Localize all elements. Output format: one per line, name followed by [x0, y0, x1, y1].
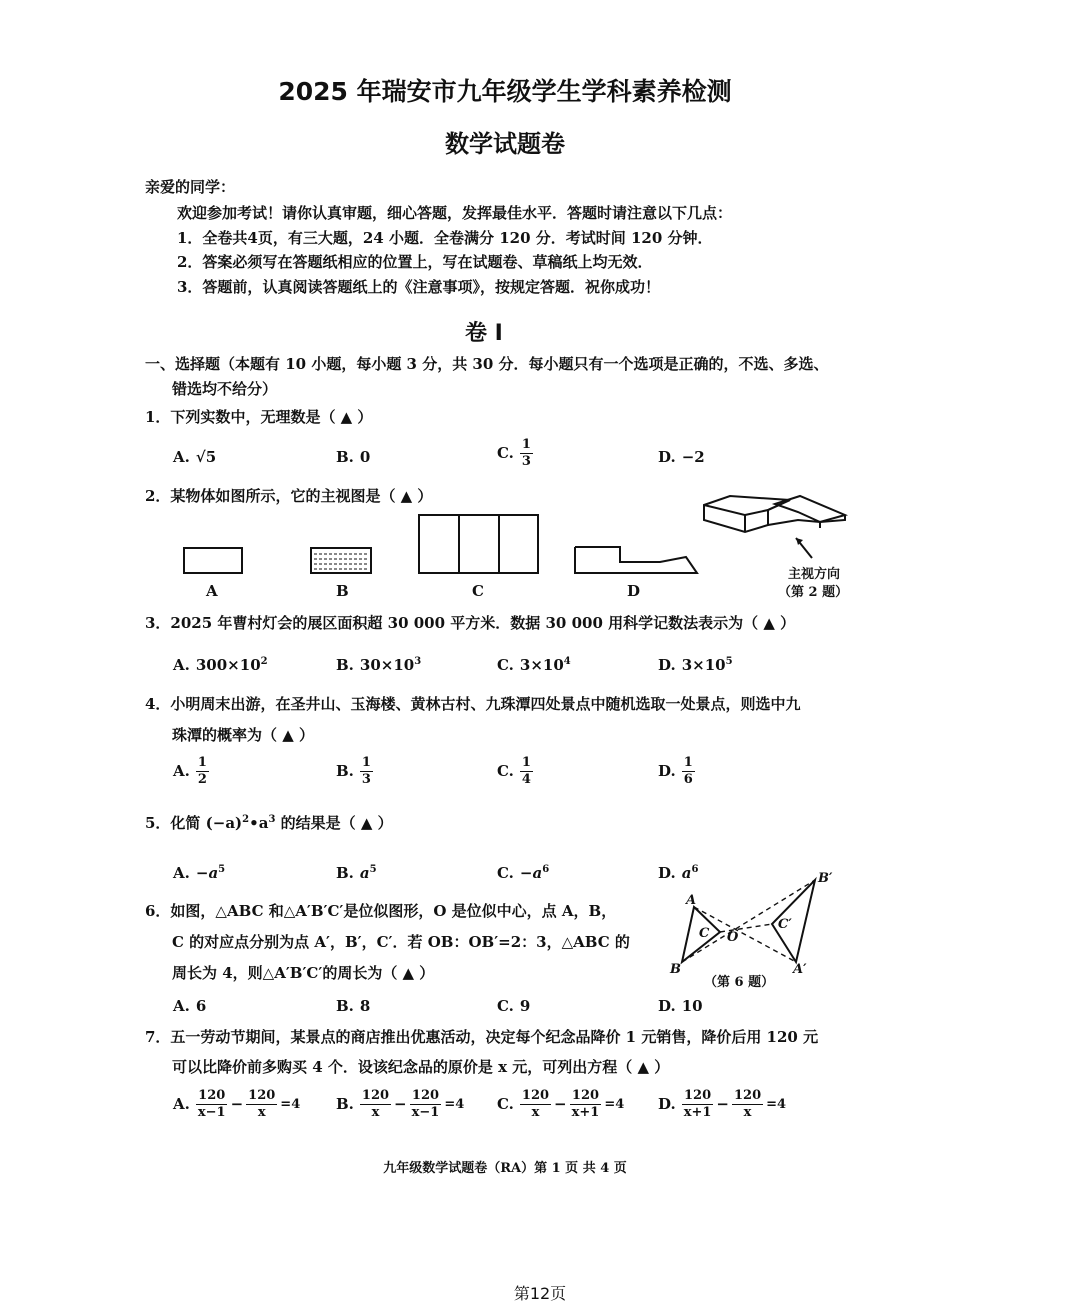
q3-option-c: C. $3\times 10^4$	[497, 656, 571, 674]
q1-option-d: D. −2	[658, 448, 705, 466]
q4-option-d: D. $\frac{1}{6}$	[658, 755, 693, 787]
q2-label-b: B	[336, 582, 349, 600]
q4-option-a: A. $\frac{1}{2}$	[173, 755, 207, 787]
section-heading: 一、选择题（本题有 10 小题，每小题 3 分，共 30 分．每小题只有一个选项是正确的，不选、多选、	[145, 355, 829, 373]
q2-arrow-label: 主视方向	[788, 567, 841, 582]
q6-point-a-prime: A′	[793, 962, 807, 977]
q6-option-d: D. 10	[658, 997, 703, 1015]
q7-stem-cont: 可以比降价前多购买 4 个．设该纪念品的原价是 x 元，可列出方程（ ▲ ）	[172, 1058, 670, 1076]
q6-stem-cont: C 的对应点分别为点 A′，B′，C′．若 OB：OB′=2：3，△ABC 的	[172, 933, 630, 951]
q2-caption: （第 2 题）	[778, 585, 849, 600]
q2-stem: 2．某物体如图所示，它的主视图是（ ▲ ）	[145, 487, 433, 505]
q2-label-d: D	[627, 582, 641, 600]
q6-caption: （第 6 题）	[704, 975, 775, 990]
intro-line: 欢迎参加考试！请你认真审题，细心答题，发挥最佳水平．答题时请注意以下几点：	[177, 204, 733, 222]
page-number: 第12页	[513, 1284, 567, 1303]
q1-option-c: C. $\frac{1}{3}$	[497, 437, 531, 469]
q5-option-c: C. $-a^6$	[497, 864, 550, 882]
q4-stem-cont: 珠潭的概率为（ ▲ ）	[172, 726, 314, 744]
q7-option-b: B. $\frac{120}{x}$ − $\frac{120}{x-1}$ =4	[336, 1088, 465, 1120]
q6-stem: 6．如图，△ABC 和△A′B′C′是位似图形，O 是位似中心，点 A，B，	[145, 902, 617, 920]
q6-point-a: A	[686, 893, 697, 908]
q3-stem: 3．2025 年曹村灯会的展区面积超 30 000 平方米．数据 30 000 用科学记数法表示为（ ▲ ）	[145, 614, 796, 632]
q1-option-b: B. 0	[336, 448, 371, 466]
instruction-3: 3．答题前，认真阅读答题纸上的《注意事项》，按规定答题．祝你成功！	[177, 278, 660, 296]
q7-option-a: A. $\frac{120}{x-1}$ − $\frac{120}{x}$ =4	[173, 1088, 301, 1120]
q3-option-b: B. $30\times 10^3$	[336, 656, 422, 674]
page-footer: 九年级数学试题卷（RA）第 1 页 共 4 页	[383, 1161, 627, 1176]
q2-label-a: A	[206, 582, 218, 600]
q3-option-a: A. $300\times 10^2$	[173, 656, 268, 674]
q6-point-c-prime: C′	[778, 917, 792, 932]
q5-option-d: D. $a^6$	[658, 864, 699, 882]
exam-title: 2025 年瑞安市九年级学生学科素养检测	[278, 77, 732, 106]
q6-point-b: B	[670, 962, 681, 977]
q6-stem-cont2: 周长为 4，则△A′B′C′的周长为（ ▲ ）	[172, 964, 435, 982]
q6-option-c: C. 9	[497, 997, 531, 1015]
q3-option-d: D. $3\times 10^5$	[658, 656, 733, 674]
greeting: 亲爱的同学：	[145, 178, 236, 196]
q7-stem: 7．五一劳动节期间，某景点的商店推出优惠活动，决定每个纪念品降价 1 元销售，降价后用 120 元	[145, 1028, 819, 1046]
q5-option-b: B. $a^5$	[336, 864, 377, 882]
q4-option-b: B. $\frac{1}{3}$	[336, 755, 371, 787]
q5-option-a: A. $-a^5$	[173, 864, 226, 882]
section-title: 卷 Ⅰ	[465, 321, 503, 346]
q1-stem: 1．下列实数中，无理数是（ ▲ ）	[145, 408, 373, 426]
q6-point-c: C	[699, 926, 710, 941]
q6-option-b: B. 8	[336, 997, 371, 1015]
instruction-2: 2．答案必须写在答题纸相应的位置上，写在试题卷、草稿纸上均无效．	[177, 253, 653, 271]
q7-option-c: C. $\frac{120}{x}$ − $\frac{120}{x+1}$ =4	[497, 1088, 625, 1120]
exam-subtitle: 数学试题卷	[445, 130, 565, 158]
q1-option-a: A. √5	[173, 448, 217, 466]
section-heading-cont: 错选均不给分）	[172, 380, 278, 398]
q7-option-d: D. $\frac{120}{x+1}$ − $\frac{120}{x}$ =4	[658, 1088, 787, 1120]
q6-dashed-lines	[682, 880, 815, 962]
q5-stem: 5．化简 $(-a)^2•a^3$ 的结果是（ ▲ ）	[145, 814, 393, 832]
q6-point-b-prime: B′	[818, 871, 833, 886]
instruction-1: 1．全卷共4页，有三大题，24 小题．全卷满分 120 分．考试时间 120 分钟．	[177, 229, 713, 247]
q4-stem: 4．小明周末出游，在圣井山、玉海楼、黄林古村、九珠潭四处景点中随机选取一处景点，则选中九	[145, 695, 801, 713]
q2-label-c: C	[472, 582, 484, 600]
q6-point-o: O	[727, 930, 739, 945]
q6-option-a: A. 6	[173, 997, 207, 1015]
q4-option-c: C. $\frac{1}{4}$	[497, 755, 531, 787]
